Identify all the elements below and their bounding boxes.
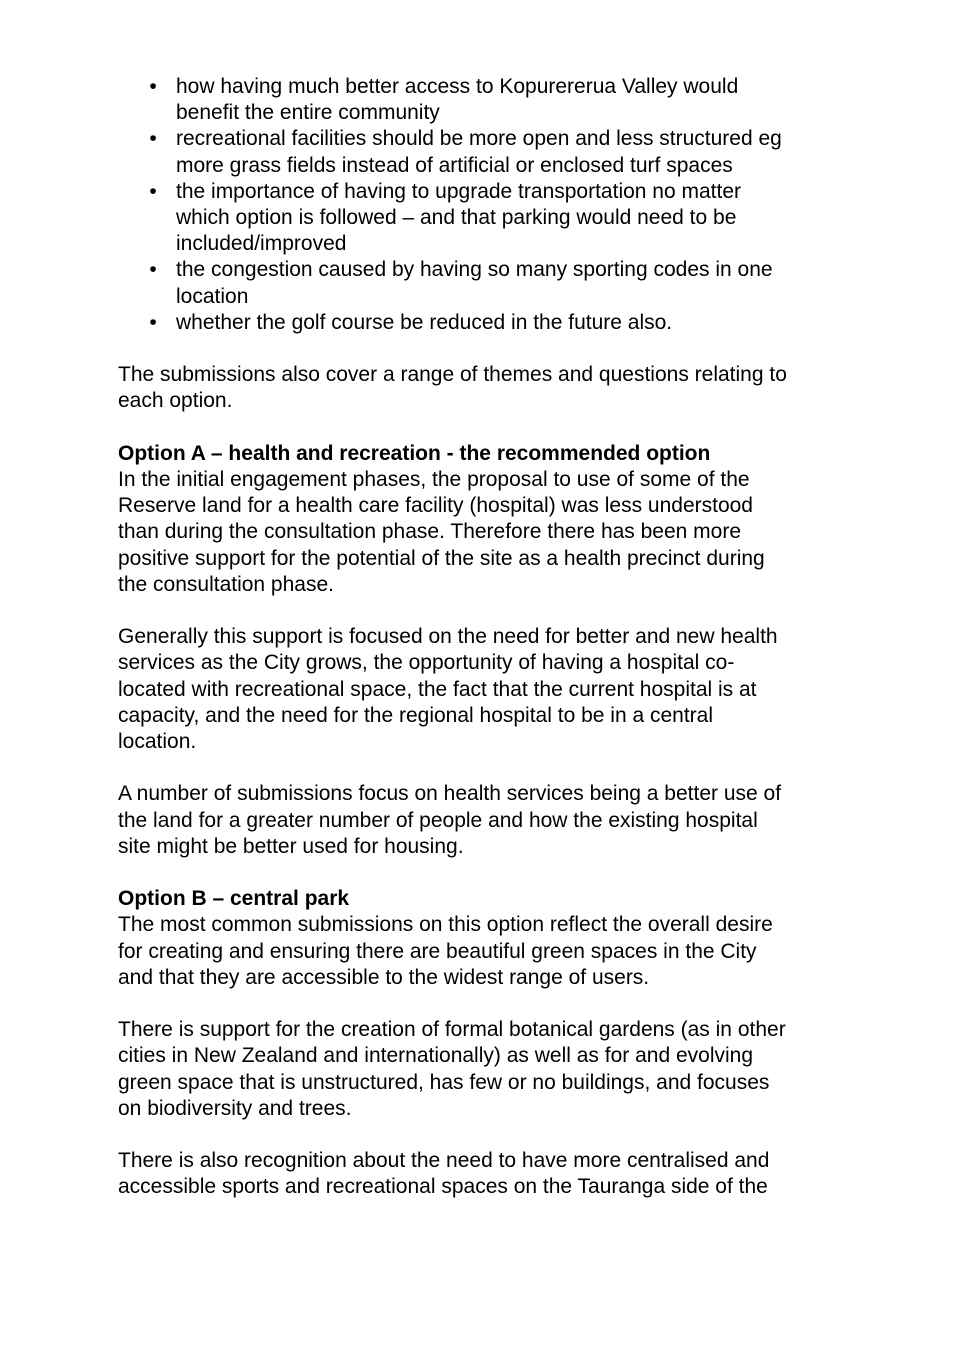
paragraph-gap [118, 755, 858, 781]
option-a-paragraph: In the initial engagement phases, the proposal to use of some of the Reserve land for a health care facility (hospital) was less understood than during the consultation phase. Therefore there has been more positive support for the potential of the site as a health precinct during the consultation phase. [118, 468, 765, 596]
option-b-paragraph: There is also recognition about the need to have more centralised and accessible sports and recreational spaces on the Tauranga side of the [118, 1149, 770, 1199]
paragraph-gap [118, 991, 858, 1017]
bullet-item [118, 310, 858, 336]
option-a-paragraph: A number of submissions focus on health services being a better use of the land for a greater number of people and how the existing hospital site might be better used for housing. [118, 782, 782, 858]
paragraph-gap [118, 336, 858, 362]
bullet-icon: • [149, 75, 157, 98]
paragraph-gap [118, 598, 858, 624]
bullet-text: recreational facilities should be more open and less structured eg more grass fields instead of artificial or enclosed turf spaces [176, 127, 782, 177]
bullet-icon: • [149, 310, 157, 334]
option-a-heading: Option A – health and recreation - the recommended option [118, 441, 711, 465]
bullet-icon: • [149, 179, 157, 203]
intro-paragraph: The submissions also cover a range of themes and questions relating to each option. [118, 363, 787, 413]
bullet-icon: • [149, 258, 157, 282]
paragraph-gap [118, 415, 858, 441]
bullet-text: whether the golf course be reduced in the future also. [176, 310, 673, 334]
bullet-item [118, 126, 858, 178]
option-b-paragraph: There is support for the creation of formal botanical gardens (as in other cities in New Zealand and internationally) as well as for and evolving green space that is unstructured, has few or no buildings, and focuses on biodiversity and trees. [118, 1018, 786, 1120]
bullet-text: how having much better access to Kopurererua Valley would benefit the entire community [176, 75, 739, 125]
bullet-text: the importance of having to upgrade transportation no matter which option is followed – and that parking would need to be included/improved [176, 179, 742, 256]
theme-bullet-list [118, 74, 858, 336]
bullet-item [118, 74, 858, 126]
bullet-icon: • [149, 127, 157, 151]
paragraph-gap [118, 860, 858, 886]
option-a-paragraph: Generally this support is focused on the need for better and new health services as the City grows, the opportunity of having a hospital co- located with recreational space, the fact that the current hospital is at capacity, and the need for the regional hospital to be in a central location. [118, 625, 778, 754]
option-b-paragraph: The most common submissions on this option reflect the overall desire for creating and ensuring there are beautiful green spaces in the City and that they are accessible to the widest range of users. [118, 913, 773, 989]
bullet-item [118, 257, 858, 309]
paragraph-gap [118, 1122, 858, 1148]
bullet-item [118, 179, 858, 258]
bullet-text: the congestion caused by having so many sporting codes in one location [176, 258, 773, 308]
option-b-heading: Option B – central park [118, 887, 350, 911]
document-body [118, 74, 858, 1201]
